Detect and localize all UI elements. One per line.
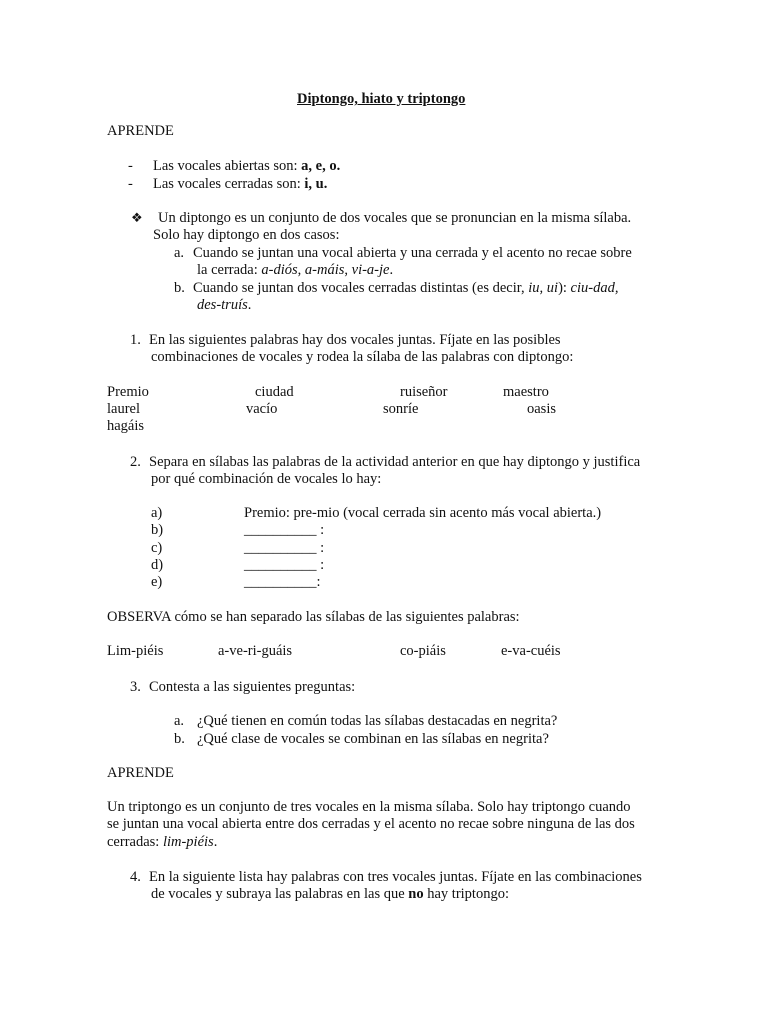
case-b-vowels: iu, ui (528, 280, 559, 296)
triptongo-line2: se juntan una vocal abierta entre dos cerradas y el acento no recae sobre ninguna de las dos (107, 816, 635, 832)
case-b-prefix: Cuando se juntan dos vocales cerradas distintas (es decir, (193, 280, 529, 296)
diptongo-cases-intro: Solo hay diptongo en dos casos: (153, 227, 340, 243)
section-heading-aprende: APRENDE (107, 765, 174, 781)
answer-label: d) (151, 557, 164, 573)
list-dash: - (128, 176, 133, 192)
list-dash: - (128, 158, 133, 174)
word-item: ciudad (255, 384, 294, 400)
case-a-line2: la cerrada: a-diós, a-máis, vi-a-je. (197, 262, 394, 278)
example-word: lim-piéis (162, 834, 214, 850)
triptongo-prefix: cerradas: (107, 834, 163, 850)
example-word: ciu-dad, (570, 280, 619, 296)
exercise2-line1: Separa en sílabas las palabras de la actividad anterior en que hay diptongo y justifica (149, 454, 641, 470)
page-title: Diptongo, hiato y triptongo (297, 91, 466, 107)
example-word: vi-a-je (351, 262, 390, 278)
answer-line: Premio: pre-mio (vocal cerrada sin acento más vocal abierta.) (244, 505, 602, 521)
case-b-close: ): (558, 280, 571, 296)
syllable-word: co-piáis (400, 643, 446, 659)
word-item: hagáis (107, 418, 145, 434)
exercise-number: 2. (130, 454, 141, 470)
exercise4-line1: En la siguiente lista hay palabras con tres vocales juntas. Fíjate en las combinaciones (149, 869, 642, 885)
word-item: ruiseñor (400, 384, 448, 400)
exercise3-text: Contesta a las siguientes preguntas: (149, 679, 356, 695)
open-vowels-values: a, e, o. (301, 158, 341, 174)
triptongo-line3: cerradas: lim-piéis. (107, 834, 218, 850)
closed-vowels-values: i, u. (304, 176, 328, 192)
word-item: maestro (503, 384, 549, 400)
example-word: a-máis (304, 262, 345, 278)
exercise-number: 1. (130, 332, 141, 348)
open-vowels-label: Las vocales abiertas son: (153, 158, 302, 174)
section-heading-aprende: APRENDE (107, 123, 174, 139)
example-word: a-diós (261, 262, 298, 278)
answer-line: __________ : (244, 557, 325, 573)
answer-line: __________: (244, 574, 321, 590)
list-marker: b. (174, 280, 185, 296)
exercise4-line2 (151, 886, 509, 903)
diptongo-definition: Un diptongo es un conjunto de dos vocales que se pronuncian en la misma sílaba. (158, 210, 632, 226)
exercise1-line1: En las siguientes palabras hay dos vocales juntas. Fíjate en las posibles (149, 332, 561, 348)
list-marker: a. (174, 713, 185, 729)
word-item: oasis (527, 401, 556, 417)
answer-label: a) (151, 505, 163, 521)
answer-label: c) (151, 540, 163, 556)
case-b-line2: des-truís. (197, 297, 252, 313)
exercise-number: 3. (130, 679, 141, 695)
word-item: laurel (107, 401, 141, 417)
closed-vowels-label: Las vocales cerradas son: (153, 176, 305, 192)
triptongo-line1: Un triptongo es un conjunto de tres vocales en la misma sílaba. Solo hay triptongo cuando (107, 799, 631, 815)
bullet-icon: ❖ (131, 211, 143, 226)
exercise1-line2: combinaciones de vocales y rodea la sílaba de las palabras con diptongo: (151, 349, 574, 365)
exercise4-suffix: hay triptongo: (423, 886, 509, 902)
exercise4-prefix: de vocales y subraya las palabras en las que (151, 886, 409, 902)
case-b-line1 (193, 280, 618, 297)
example-word: des-truís (197, 297, 248, 313)
question-a: ¿Qué tienen en común todas las sílabas destacadas en negrita? (197, 713, 558, 729)
observa-text: OBSERVA cómo se han separado las sílabas de las siguientes palabras: (107, 609, 520, 625)
case-a-prefix: la cerrada: (197, 262, 262, 278)
case-a-line1: Cuando se juntan una vocal abierta y una cerrada y el acento no recae sobre (193, 245, 632, 261)
question-b: ¿Qué clase de vocales se combinan en las sílabas en negrita? (197, 731, 549, 747)
exercise-number: 4. (130, 869, 141, 885)
answer-label: e) (151, 574, 163, 590)
syllable-word: Lim-piéis (107, 643, 164, 659)
list-marker: a. (174, 245, 185, 261)
answer-line: __________ : (244, 522, 325, 538)
answer-label: b) (151, 522, 164, 538)
syllable-word: e-va-cuéis (501, 643, 561, 659)
open-vowels-line (153, 158, 340, 175)
list-marker: b. (174, 731, 185, 747)
word-item: vacío (246, 401, 278, 417)
closed-vowels-line (153, 176, 327, 193)
answer-line: __________ : (244, 540, 325, 556)
exercise2-line2: por qué combinación de vocales lo hay: (151, 471, 382, 487)
syllable-word: a-ve-ri-guáis (218, 643, 293, 659)
word-item: sonríe (383, 401, 419, 417)
exercise4-emphasis: no (408, 886, 424, 902)
word-item: Premio (107, 384, 149, 400)
